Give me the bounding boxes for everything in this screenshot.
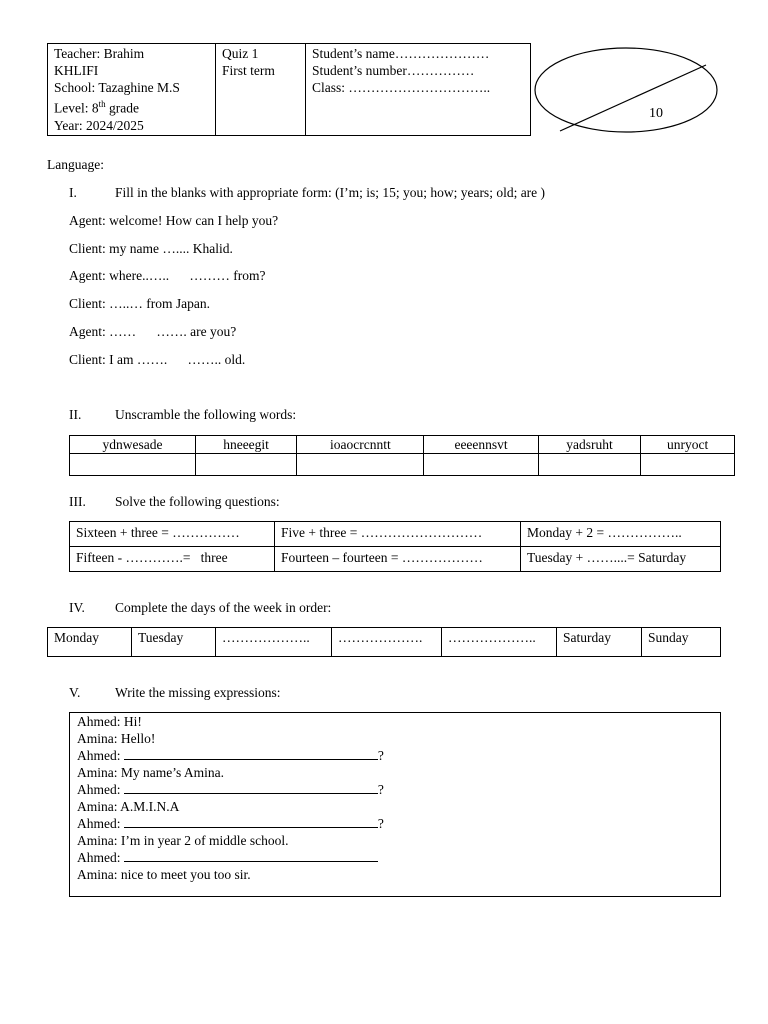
teacher-line-2: KHLIFI	[54, 63, 99, 78]
day-cell: Monday	[48, 628, 132, 657]
scrambled-word: eeeennsvt	[424, 436, 538, 454]
dialog-line	[77, 815, 384, 832]
dialog-line	[77, 713, 142, 730]
teacher-line-1: Teacher: Brahim	[54, 46, 145, 61]
speaker: Amina:	[77, 833, 121, 848]
section1-line: Client: I am ……. …….. old.	[69, 352, 246, 367]
student-number-field[interactable]: Student’s number……………	[312, 63, 475, 78]
section4-number: IV.	[69, 600, 85, 615]
level-sup: th	[98, 99, 106, 109]
speaker: Ahmed:	[77, 816, 124, 831]
dialog-line	[77, 781, 384, 798]
section2-number: II.	[69, 407, 82, 422]
section1-line: Agent: …… ……. are you?	[69, 324, 237, 339]
dialog-line	[77, 764, 224, 781]
dialog-text: nice to meet you too sir.	[120, 867, 251, 882]
scrambled-word: ydnwesade	[70, 436, 196, 454]
level-prefix: Level: 8	[54, 100, 99, 116]
section5-title: Write the missing expressions:	[115, 685, 281, 700]
section1-line: Client: …..… from Japan.	[69, 296, 210, 311]
dialog-line	[77, 849, 378, 866]
day-cell: Tuesday	[132, 628, 216, 657]
speaker: Ahmed:	[77, 782, 124, 797]
student-name-field[interactable]: Student’s name…………………	[312, 46, 490, 61]
answer-cell[interactable]	[424, 454, 538, 476]
dialog-box	[69, 712, 721, 897]
day-cell: Saturday	[557, 628, 642, 657]
header-table	[47, 43, 531, 136]
dialog-line	[77, 798, 179, 815]
teacher-info-cell	[48, 44, 216, 136]
answer-cell[interactable]	[195, 454, 296, 476]
section1-line: Client: my name ….... Khalid.	[69, 241, 233, 256]
speaker: Amina:	[77, 867, 121, 882]
score-divider	[560, 65, 706, 131]
year-line: Year: 2024/2025	[54, 117, 144, 133]
day-blank-cell[interactable]: ………………..	[216, 628, 332, 657]
section4-heading	[69, 600, 331, 616]
days-table	[47, 627, 721, 657]
score-total: 10	[649, 106, 663, 121]
dialog-text: Hi!	[123, 714, 142, 729]
answer-blank-line[interactable]	[124, 747, 378, 760]
dialog-text: ?	[377, 748, 384, 763]
dialog-text: My name’s Amina.	[120, 765, 224, 780]
unscramble-table	[69, 435, 735, 476]
answer-cell[interactable]	[538, 454, 641, 476]
section3-heading	[69, 494, 280, 510]
speaker: Amina:	[77, 799, 121, 814]
dialog-line	[77, 730, 155, 747]
questions-table	[69, 521, 721, 572]
section2-title: Unscramble the following words:	[115, 407, 297, 422]
level-line	[54, 96, 209, 117]
speaker: Amina:	[77, 765, 121, 780]
answer-cell[interactable]	[70, 454, 196, 476]
speaker: Amina:	[77, 731, 121, 746]
question-cell[interactable]: Monday + 2 = ……………..	[521, 522, 721, 547]
section2-heading	[69, 407, 296, 423]
dialog-text: I’m in year 2 of middle school.	[120, 833, 289, 848]
dialog-text: A.M.I.N.A	[120, 799, 180, 814]
answer-blank-line[interactable]	[124, 815, 378, 828]
answer-cell[interactable]	[641, 454, 735, 476]
section5-heading	[69, 685, 281, 701]
scrambled-word: yadsruht	[538, 436, 641, 454]
speaker: Ahmed:	[77, 714, 124, 729]
class-field[interactable]: Class: …………………………..	[312, 80, 491, 95]
section3-number: III.	[69, 494, 86, 509]
section3-title: Solve the following questions:	[115, 494, 280, 509]
quiz-info-cell	[216, 44, 306, 136]
score-oval	[533, 46, 719, 134]
question-cell[interactable]: Sixteen + three = ……………	[70, 522, 275, 547]
section4-title: Complete the days of the week in order:	[115, 600, 332, 615]
section1-heading	[69, 185, 545, 201]
dialog-line	[77, 866, 251, 883]
dialog-line	[77, 747, 384, 764]
school-line: School: Tazaghine M.S	[54, 80, 180, 95]
dialog-line	[77, 832, 288, 849]
answer-blank-line[interactable]	[124, 849, 378, 862]
question-cell[interactable]: Five + three = ………………………	[275, 522, 521, 547]
answer-cell[interactable]	[297, 454, 424, 476]
section1-line: Agent: welcome! How can I help you?	[69, 213, 279, 228]
speaker: Ahmed:	[77, 748, 124, 763]
term-label: First term	[222, 63, 275, 78]
dialog-text: Hello!	[120, 731, 156, 746]
day-blank-cell[interactable]: ……………….	[332, 628, 442, 657]
language-label: Language:	[47, 157, 104, 172]
scrambled-word: hneeegit	[195, 436, 296, 454]
section1-title: Fill in the blanks with appropriate form: (I’m; is; 15; you; how; years; old; are )	[115, 185, 546, 200]
scrambled-word: unryoct	[641, 436, 735, 454]
level-suffix: grade	[105, 100, 139, 116]
day-blank-cell[interactable]: ………………..	[442, 628, 557, 657]
answer-blank-line[interactable]	[124, 781, 378, 794]
dialog-text: ?	[377, 782, 384, 797]
section1-line: Agent: where..….. ……… from?	[69, 268, 266, 283]
speaker: Ahmed:	[77, 850, 124, 865]
day-cell: Sunday	[642, 628, 721, 657]
section1-number: I.	[69, 185, 77, 200]
section5-number: V.	[69, 685, 81, 700]
quiz-title: Quiz 1	[222, 46, 259, 61]
question-cell[interactable]: Fourteen – fourteen = ………………	[275, 547, 521, 572]
question-cell[interactable]: Tuesday + ……....= Saturday	[521, 547, 721, 572]
dialog-text: ?	[377, 816, 384, 831]
scrambled-word: ioaocrcnntt	[297, 436, 424, 454]
question-cell[interactable]: Fifteen - ………….= three	[70, 547, 275, 572]
score-ellipse	[535, 48, 717, 132]
student-info-cell	[306, 44, 531, 136]
